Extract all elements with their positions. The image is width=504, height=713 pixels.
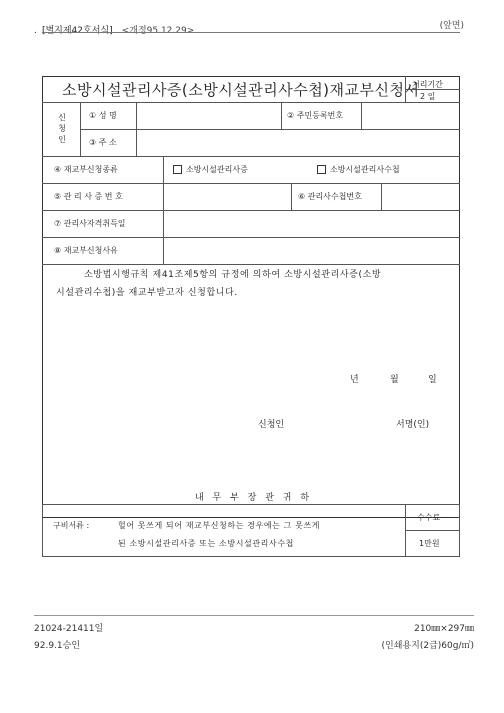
addressee: 내 무 부 장 관 귀 하 — [195, 493, 313, 503]
frame-left-lower — [42, 504, 43, 556]
footer-approval-date: 92.9.1승인 — [34, 641, 81, 651]
acquired-date-field[interactable] — [164, 211, 459, 236]
acquired-date-label: ⑦ 관리사자격취득일 — [54, 219, 126, 228]
reason-label: ⑧ 재교부신청사유 — [54, 246, 118, 255]
form-number: [별지제42호서식] — [41, 26, 113, 36]
resident-label-divider — [281, 102, 282, 129]
notebook-checkbox[interactable] — [317, 165, 326, 174]
notebook-number-field[interactable] — [382, 184, 459, 209]
option-notebook-label: 소방시설관리사수첩 — [330, 165, 400, 174]
option-certificate[interactable] — [173, 164, 248, 175]
application-statement — [56, 266, 450, 302]
resident-number-label: ② 주민등록번호 — [287, 111, 344, 120]
resident-number-field[interactable] — [362, 103, 459, 128]
form-header — [34, 18, 194, 37]
footer-form-code: 21024-21411일 — [34, 624, 104, 634]
cert-number-field[interactable] — [164, 184, 290, 209]
page-side-label: (앞면) — [439, 21, 464, 31]
address-field[interactable] — [137, 130, 459, 155]
required-documents-label: 구비서류 : — [53, 521, 90, 530]
applicant-signature-label: 신청인 — [258, 420, 285, 430]
fee-label: 수수료 — [417, 513, 441, 522]
processing-period-label: 처리기간 — [412, 80, 443, 89]
date-month: 월 — [390, 375, 399, 385]
signature-seal-label: 서명(인) — [396, 420, 430, 430]
option-notebook[interactable] — [317, 164, 400, 175]
footer-paper-spec: (인쇄용지(2급)60g/㎡) — [381, 641, 474, 651]
footer-paper-size: 210㎜×297㎜ — [414, 624, 474, 634]
processing-period-value: 2 일 — [420, 92, 436, 101]
revision-date: <개정95.12.29> — [121, 26, 195, 36]
notebook-number-label: ⑥ 관리사수첩번호 — [298, 192, 362, 201]
form-title: 소방시설관리사증(소방시설관리사수첩)재교부신청서 — [62, 81, 420, 99]
row-line-bottom — [42, 556, 460, 557]
reissue-type-label: ④ 재교부신청종류 — [54, 165, 118, 174]
row-line-address — [42, 156, 460, 157]
certificate-checkbox[interactable] — [173, 165, 182, 174]
fee-amount: 1만원 — [419, 539, 440, 548]
row-line-addressee — [42, 504, 460, 505]
statement-line-2: 시설관리수첩)을 재교부받고자 신청합니다. — [56, 288, 238, 298]
header-underline — [42, 32, 460, 33]
applicant-group-label: 신청인 — [58, 113, 66, 144]
required-documents-line-2: 된 소방시설관리사증 또는 소방시설관리사수첩 — [118, 539, 294, 548]
date-year: 년 — [350, 375, 359, 385]
name-label: ① 성 명 — [89, 111, 117, 120]
address-label: ③ 주 소 — [89, 138, 117, 147]
frame-right-lower — [459, 504, 460, 556]
reason-field[interactable] — [164, 238, 459, 263]
header-bullet: . — [34, 26, 37, 36]
row-line-reason — [42, 264, 460, 265]
footer-rule — [34, 615, 474, 616]
date-day: 일 — [428, 375, 437, 385]
cert-number-label: ⑤ 관 리 사 증 번 호 — [54, 192, 123, 201]
notebook-label-divider — [291, 183, 292, 210]
reissue-type-divider — [163, 156, 164, 183]
name-field[interactable] — [137, 103, 280, 128]
option-certificate-label: 소방시설관리사증 — [186, 165, 248, 174]
required-documents-line-1: 헐어 못쓰게 되어 재교부신청하는 경우에는 그 못쓰게 — [118, 521, 321, 530]
statement-line-1: 소방법시행규칙 제41조제5항의 규정에 의하여 소방시설관리사증(소방 — [84, 270, 382, 280]
fee-divider-h — [405, 530, 460, 531]
